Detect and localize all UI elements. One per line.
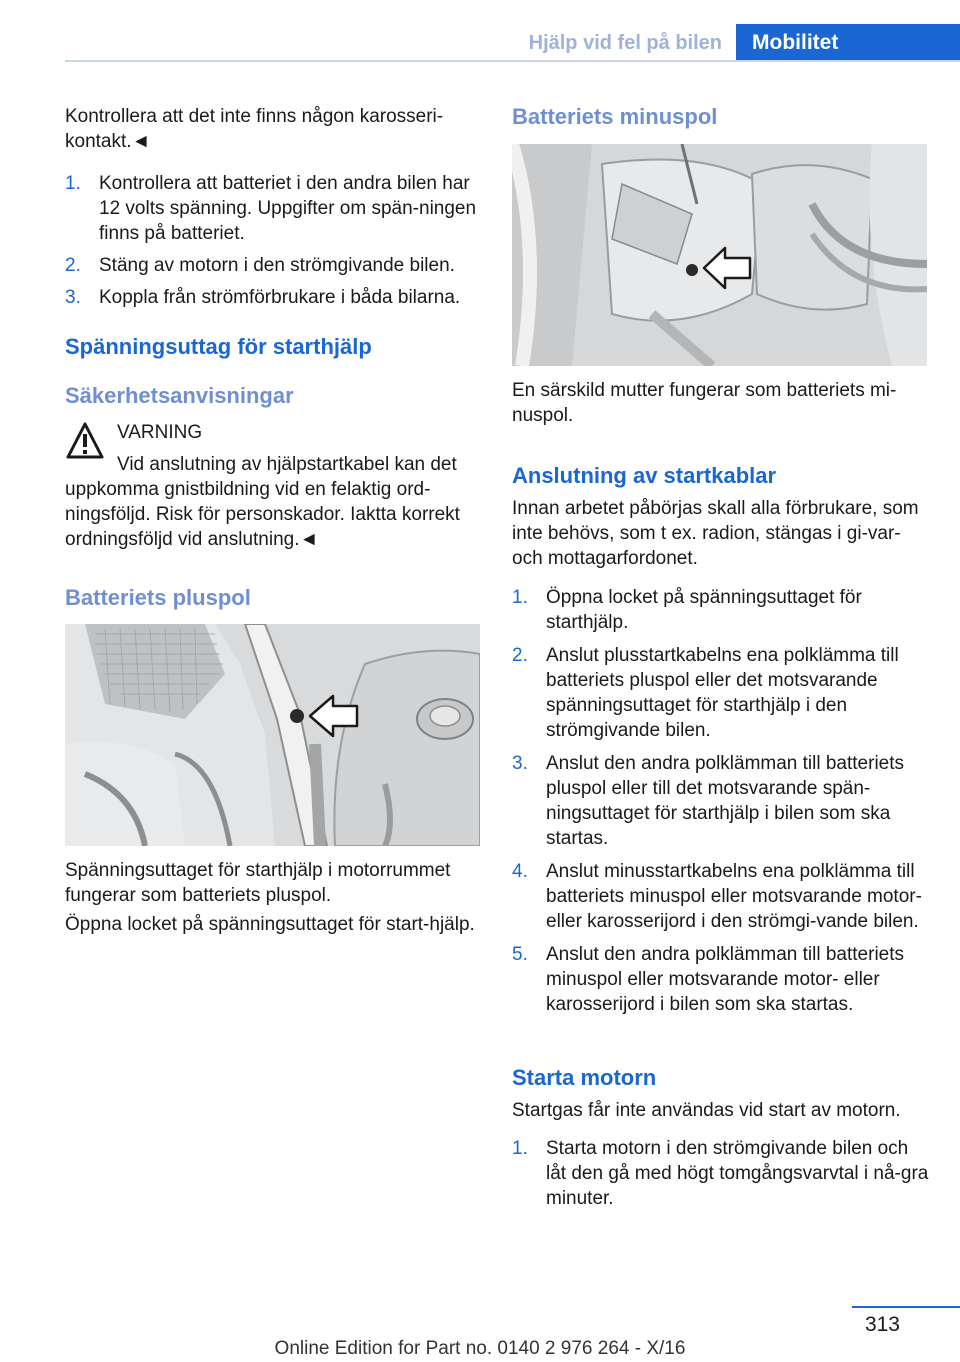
list-item <box>512 643 930 743</box>
list-item <box>512 859 930 934</box>
step-text: Öppna locket på spänningsuttaget för starthjälp. <box>546 587 862 633</box>
connect-intro-text: Innan arbetet påbörjas skall alla förbrukare, som inte behövs, som t ex. radion, stängas i gi-var- och mottagarfordonet. <box>512 498 919 569</box>
heading-connect-cables: Anslutning av startkablar <box>512 463 777 488</box>
step-number: 5. <box>512 944 528 965</box>
negative-terminal-caption: En särskild mutter fungerar som batteriets mi-nuspol. <box>512 380 897 426</box>
start-intro-text: Startgas får inte användas vid start av motorn. <box>512 1100 901 1121</box>
prep-steps-list <box>65 171 480 310</box>
list-item <box>65 285 480 310</box>
footer-divider <box>852 1306 960 1308</box>
connect-steps-container <box>512 585 930 1017</box>
start-steps-container <box>512 1136 930 1211</box>
step-text: Koppla från strömförbrukare i båda bilarna. <box>99 287 461 308</box>
step-text: Anslut den andra polklämman till batteriets minuspol eller motsvarande motor- eller karosserijord i bilen som ska startas. <box>546 944 905 1015</box>
step-text: Starta motorn i den strömgivande bilen och låt den gå med högt tomgångsvarvtal i nå-gra minuter. <box>546 1138 929 1209</box>
step-number: 2. <box>65 255 81 276</box>
header-chapter-tab: Mobilitet <box>736 24 960 62</box>
positive-terminal-caption: Spänningsuttaget för starthjälp i motorrummet fungerar som batteriets pluspol. <box>65 860 451 906</box>
heading-positive-terminal: Batteriets pluspol <box>65 585 251 610</box>
engine-bay-positive-terminal-image <box>65 624 480 846</box>
list-item <box>65 253 480 278</box>
step-number: 3. <box>65 287 81 308</box>
list-item <box>512 751 930 851</box>
header-section-title: Hjälp vid fel på bilen <box>528 32 722 54</box>
step-text: Anslut den andra polklämman till batteriets pluspol eller till det motsvarande spän-ningsuttaget för starthjälp i bilen som ska startas. <box>546 753 905 849</box>
step-number: 1. <box>512 587 528 608</box>
connect-steps-list <box>512 585 930 1017</box>
step-number: 1. <box>65 173 81 194</box>
list-item <box>65 171 480 246</box>
warning-text: Vid anslutning av hjälpstartkabel kan det uppkomma gnistbildning vid en felaktig ord-ningsföljd. Risk för personskador. Iaktta korrekt ordningsföljd vid anslutning.◄ <box>65 454 460 550</box>
step-text: Stäng av motorn i den strömgivande bilen. <box>99 255 455 276</box>
step-text: Anslut minusstartkabelns ena polklämma till batteriets minuspol eller motsvarande motor- eller karosserijord i den strömgi-vande bilen. <box>546 861 922 932</box>
heading-safety: Säkerhetsanvisningar <box>65 383 294 408</box>
engine-bay-negative-terminal-image <box>512 144 927 366</box>
heading-negative-terminal: Batteriets minuspol <box>512 104 718 129</box>
step-number: 3. <box>512 753 528 774</box>
edition-footer: Online Edition for Part no. 0140 2 976 264 - X/16 <box>274 1338 686 1359</box>
header-divider <box>65 60 960 62</box>
warning-title: VARNING <box>117 422 203 443</box>
list-item <box>512 585 930 635</box>
heading-jump-start-socket: Spänningsuttag för starthjälp <box>65 334 372 359</box>
step-number: 1. <box>512 1138 528 1159</box>
list-item <box>512 1136 930 1211</box>
list-item <box>512 942 930 1017</box>
step-text: Anslut plusstartkabelns ena polklämma till batteriets pluspol eller det motsvarande spänningsuttaget för starthjälp i den strömgivande bilen. <box>546 645 899 741</box>
intro-text: Kontrollera att det inte finns någon karosseri-kontakt.◄ <box>65 106 444 152</box>
left-column <box>65 104 480 310</box>
open-cover-instruction: Öppna locket på spänningsuttaget för start-hjälp. <box>65 914 475 935</box>
heading-start-engine: Starta motorn <box>512 1065 657 1090</box>
step-number: 4. <box>512 861 528 882</box>
step-number: 2. <box>512 645 528 666</box>
step-text: Kontrollera att batteriet i den andra bilen har 12 volts spänning. Uppgifter om spän-ningen finns på batteriet. <box>99 173 477 244</box>
start-steps-list <box>512 1136 930 1211</box>
page-number: 313 <box>864 1313 900 1336</box>
